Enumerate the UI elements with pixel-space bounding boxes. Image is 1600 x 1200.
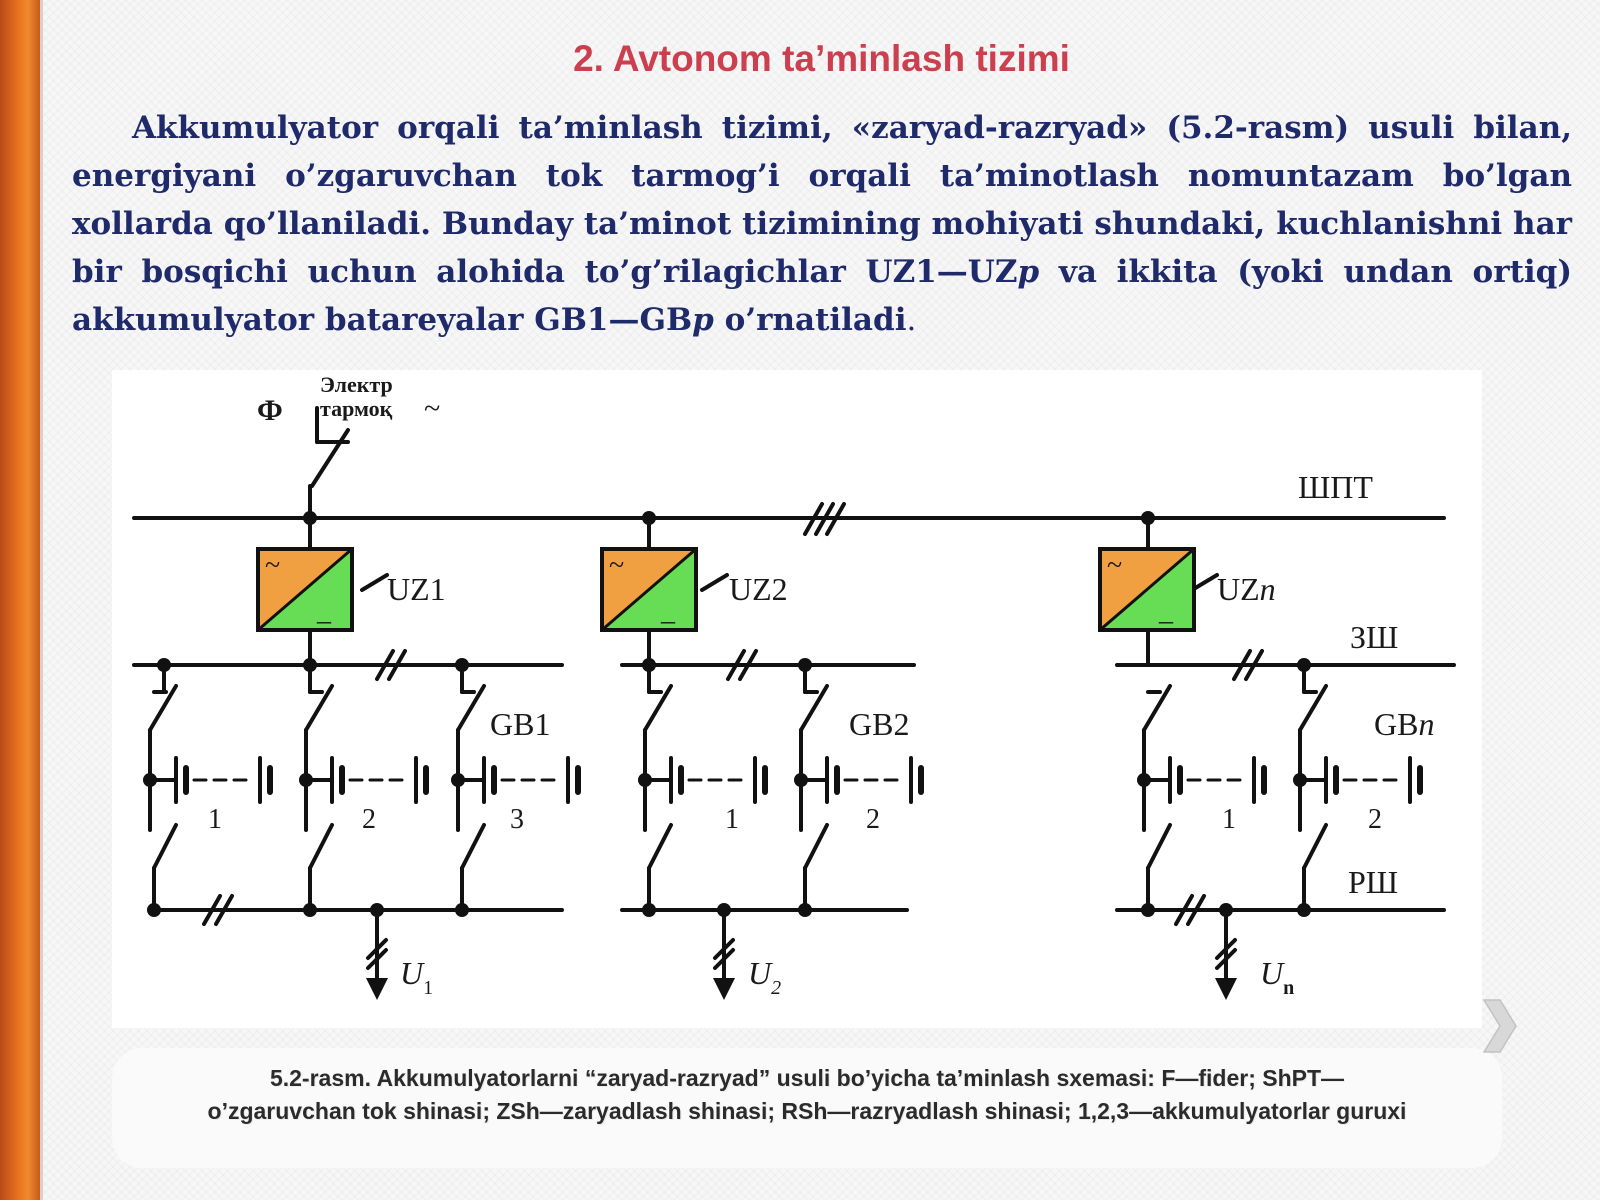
battery-group-number: 2	[1368, 804, 1382, 835]
caption-line: o’zgaruvchan tok shinasi; ZSh—zaryadlash shinasi; RSh—razryadlash shinasi; 1,2,3—akkumulyatorlar guruxi	[207, 1098, 1407, 1124]
rectifier-ac-sign: ~	[265, 550, 281, 581]
arrow-down-icon	[1215, 978, 1237, 1000]
ac-bus-label: ШПТ	[1298, 469, 1373, 505]
arrow-down-icon	[713, 978, 735, 1000]
wiring	[134, 408, 1454, 988]
discharge-bus-label: РШ	[1348, 864, 1399, 900]
label-leader	[702, 575, 727, 590]
arrow-down-icon	[366, 978, 388, 1000]
feeder-symbol: Ф	[257, 394, 283, 427]
battery-group-number: 1	[725, 804, 739, 835]
charge-bus-label: ЗШ	[1350, 619, 1399, 655]
switch-blade	[310, 825, 332, 868]
rectifier-label-uzn: UZn	[1217, 571, 1276, 607]
chevron-right-icon[interactable]	[1480, 996, 1520, 1056]
paragraph-text: Akkumulyator orqali ta’minlash tizimi, «zaryad-razryad» (5.2-rasm) usuli bilan, energiyani o’zgaruvchan tok tarmog’i orqali ta’minotlash nomuntazam bo’lgan xollarda qo’llaniladi. Bunday ta’minot tizimining mohiyati shundaki, kuchlanishni har bir bosqichi uchun alohida to’g’rilagichlar UZ1—UZ	[72, 110, 1572, 290]
battery-group-number: 2	[866, 804, 880, 835]
figure-caption	[112, 1062, 1502, 1128]
battery-group-number: 1	[208, 804, 222, 835]
switch-blade	[1148, 825, 1170, 868]
circuit-svg	[112, 370, 1482, 1028]
output-voltage-u1: $U_1$	[400, 955, 434, 999]
paragraph-text-italic: p	[692, 302, 714, 338]
battery-cells	[143, 686, 1420, 910]
rectifier-ac-sign: ~	[609, 550, 625, 581]
feeder-label-line1: Электр	[320, 372, 393, 397]
switch-blade	[649, 825, 671, 868]
rectifier-label-uz1: UZ1	[387, 571, 446, 607]
paragraph-text: va ikkita (yoki undan ortiq) akkumulyator batareyalar GB1—GB	[72, 254, 1573, 338]
battery-label-gb2: GB2	[849, 706, 910, 742]
ac-symbol: ~	[424, 392, 441, 425]
switch-blade	[154, 825, 176, 868]
battery-label-gb1: GB1	[490, 706, 551, 742]
paragraph-text: o’rnatiladi	[713, 302, 907, 338]
paragraph-text-italic: p	[1017, 254, 1040, 290]
output-arrows	[366, 978, 1237, 1000]
switch-blade	[805, 825, 827, 868]
accent-bar	[0, 0, 40, 1200]
output-voltage-u2: $U_2$	[748, 955, 782, 999]
switch-blade	[1304, 825, 1326, 868]
paragraph-period: .	[906, 302, 917, 338]
slide-title: 2. Avtonom ta’minlash tizimi	[573, 38, 1070, 79]
output-voltage-un: $U_n$	[1260, 955, 1295, 999]
feeder-label-line2: тармоқ	[320, 396, 393, 421]
battery-group-number: 2	[362, 804, 376, 835]
battery-group-number: 1	[1222, 804, 1236, 835]
rectifier-dc-sign: _	[661, 596, 675, 627]
diagram-labels	[208, 372, 1434, 999]
rectifier-label-uz2: UZ2	[729, 571, 788, 607]
caption-line: 5.2-rasm. Akkumulyatorlarni “zaryad-razryad” usuli bo’yicha ta’minlash sxemasi: F—fider; ShPT—	[269, 1065, 1345, 1091]
rectifier-dc-sign: _	[317, 596, 331, 627]
circuit-diagram	[112, 370, 1482, 1028]
switch-blade	[462, 825, 484, 868]
rectifier-dc-sign: _	[1159, 596, 1173, 627]
battery-label-gbn: GBn	[1374, 706, 1435, 742]
battery-group-number: 3	[510, 804, 524, 835]
body-paragraph	[72, 104, 1572, 344]
label-leader	[362, 575, 387, 590]
rectifier-ac-sign: ~	[1107, 550, 1123, 581]
